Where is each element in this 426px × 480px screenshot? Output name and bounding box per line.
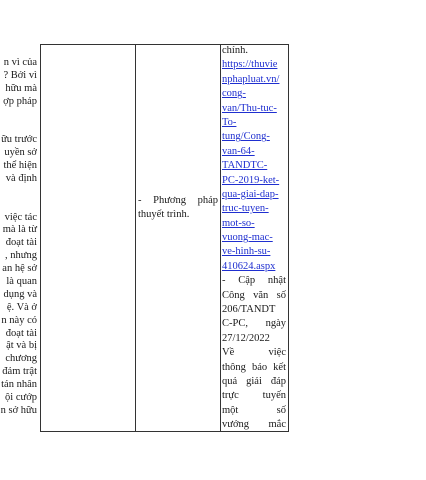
text-fragment: n này có <box>1 314 37 326</box>
source-link-segment[interactable]: truc-tuyen- <box>222 203 269 215</box>
column-divider <box>220 44 221 432</box>
source-link-segment[interactable]: vuong-mac- <box>222 232 273 244</box>
content-text-fragments <box>0 44 37 418</box>
source-update-word: - <box>222 275 226 287</box>
source-update-word: Công <box>222 289 245 301</box>
source-update-word: thông <box>222 361 246 373</box>
text-fragment: thể hiện <box>3 160 37 172</box>
source-link-segment[interactable]: tung/Cong- <box>222 131 270 143</box>
source-update-word: giải <box>246 375 262 387</box>
text-fragment: và định <box>5 172 37 184</box>
source-link-segment[interactable]: PC-2019-ket- <box>222 174 280 186</box>
source-link-segment[interactable]: mot-so- <box>222 217 255 229</box>
text-fragment <box>0 199 37 212</box>
source-update-word: việc <box>268 347 286 359</box>
table-right-border <box>288 44 289 432</box>
text-fragment <box>0 108 37 121</box>
source-update-word: Cập <box>238 275 256 287</box>
text-fragment <box>0 121 37 134</box>
text-fragment <box>0 186 37 199</box>
text-fragment: là quan <box>6 276 37 288</box>
source-update-word: ngày <box>265 318 286 330</box>
content-column-cut-off <box>0 44 38 432</box>
source-update-line <box>222 375 286 389</box>
source-update-line <box>222 317 286 331</box>
teaching-method-cell: - Phương pháp thuyết trình. <box>138 195 218 220</box>
text-fragment: hữu mà <box>5 82 37 94</box>
source-update-word: trực <box>222 390 239 402</box>
text-fragment: ật và bị <box>6 340 37 352</box>
source-link-segment[interactable]: ve-hinh-su- <box>222 246 271 258</box>
source-intro-text: chính. <box>222 45 248 56</box>
text-fragment: tán nhân <box>1 379 37 391</box>
text-fragment: mà là từ <box>2 224 37 236</box>
source-link-segment[interactable]: cong- <box>222 88 246 100</box>
text-fragment: đoạt tài <box>5 237 37 249</box>
source-update-word: một <box>222 404 239 416</box>
source-link-segment[interactable]: TANDTC- <box>222 160 268 172</box>
source-link-segment[interactable]: To- <box>222 116 237 128</box>
text-fragment: chương <box>5 353 37 365</box>
source-update-word: C-PC, <box>222 318 248 330</box>
text-fragment: ệ. Và ở <box>6 301 37 313</box>
text-fragment: an hệ sở <box>2 263 37 275</box>
source-link-segment[interactable]: van/Thu-tuc- <box>222 102 277 114</box>
source-update-word: báo <box>251 361 268 373</box>
source-update-line <box>222 418 286 432</box>
source-update-line <box>222 361 286 375</box>
source-update-line <box>222 332 286 346</box>
source-update-line <box>222 404 286 418</box>
source-update-word: đáp <box>270 375 286 387</box>
source-update-word: số <box>276 289 286 301</box>
text-fragment: đảm trật <box>2 366 37 378</box>
source-update-line <box>222 274 286 288</box>
source-update-word: số <box>276 404 286 416</box>
source-update-line <box>222 289 286 303</box>
text-fragment: , nhưng <box>5 250 37 262</box>
text-fragment: n vì của <box>3 56 37 68</box>
text-fragment <box>0 44 37 57</box>
reference-source-cell <box>222 44 286 433</box>
column-divider <box>135 44 136 432</box>
source-update-line <box>222 346 286 360</box>
source-update-word: mắc <box>268 419 286 431</box>
source-update-word: nhật <box>267 275 286 287</box>
source-update-word: văn <box>253 289 269 301</box>
source-update-word: kết <box>273 361 286 373</box>
text-fragment: ợp pháp <box>3 95 37 107</box>
source-update-word: 206/TANDT <box>222 304 276 316</box>
source-update-word: tuyến <box>262 390 286 402</box>
source-link-segment[interactable]: qua-giai-dap- <box>222 188 279 200</box>
text-fragment: đoạt tài <box>5 327 37 339</box>
text-fragment: ? Bởi vì <box>3 69 37 81</box>
source-link-segment[interactable]: van-64- <box>222 145 255 157</box>
source-update-word: 27/12/2022 <box>222 332 270 344</box>
column-divider <box>40 44 41 432</box>
source-link-segment[interactable]: nphapluat.vn/ <box>222 73 280 85</box>
text-fragment: ữu trước <box>1 134 37 146</box>
source-update-line <box>222 389 286 403</box>
source-link-segment[interactable]: 410624.aspx <box>222 260 276 272</box>
text-fragment: việc tác <box>4 211 37 223</box>
source-update-word: vướng <box>222 419 249 431</box>
text-fragment: dụng và <box>3 288 37 300</box>
source-update-word: quả <box>222 375 238 387</box>
text-fragment: ội cướp <box>5 392 37 404</box>
text-fragment: n sở hữu <box>0 404 37 416</box>
source-update-word: Về <box>222 347 235 359</box>
text-fragment: uyền sở <box>4 147 37 159</box>
source-link-segment[interactable]: https://thuvie <box>222 59 278 71</box>
source-update-line <box>222 303 286 317</box>
document-table <box>0 44 289 432</box>
